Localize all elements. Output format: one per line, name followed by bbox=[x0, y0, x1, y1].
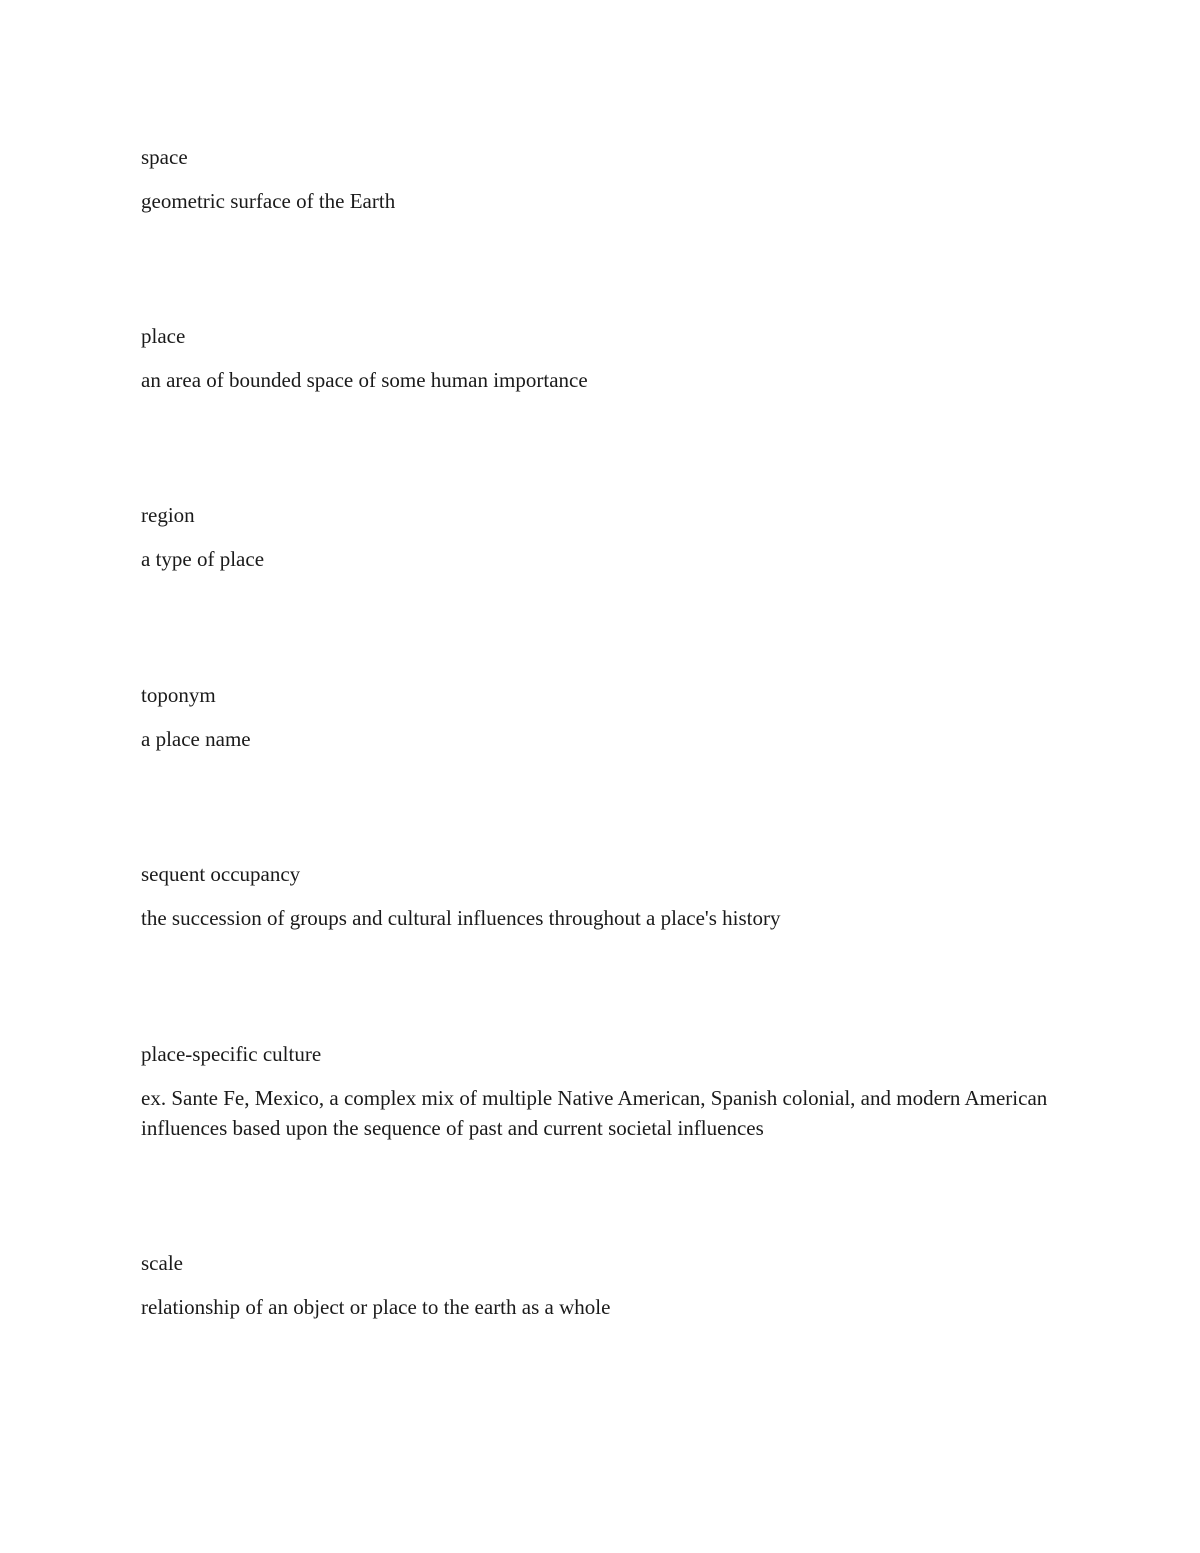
definition: a type of place bbox=[141, 547, 265, 571]
definition: ex. Sante Fe, Mexico, a complex mix of multiple Native American, Spanish colonial, and modern American influences based upon the sequence of past and current societal influences bbox=[141, 1086, 1048, 1140]
glossary-entry-place bbox=[141, 321, 1081, 395]
term: space bbox=[141, 145, 188, 169]
glossary-entry-region bbox=[141, 500, 1081, 574]
definition: the succession of groups and cultural influences throughout a place's history bbox=[141, 906, 781, 930]
definition: an area of bounded space of some human importance bbox=[141, 368, 588, 392]
definition: relationship of an object or place to the earth as a whole bbox=[141, 1295, 611, 1319]
glossary-entry-scale bbox=[141, 1248, 1081, 1322]
definition: a place name bbox=[141, 727, 251, 751]
term: scale bbox=[141, 1251, 183, 1275]
term: place bbox=[141, 324, 186, 348]
definition: geometric surface of the Earth bbox=[141, 189, 396, 213]
glossary-entry-space bbox=[141, 142, 1081, 216]
glossary-entry-toponym bbox=[141, 680, 1081, 754]
term: region bbox=[141, 503, 195, 527]
term: sequent occupancy bbox=[141, 862, 301, 886]
glossary-entry-place-specific-culture bbox=[141, 1039, 1081, 1143]
glossary-entry-sequent-occupancy bbox=[141, 859, 1081, 933]
term: place-specific culture bbox=[141, 1042, 322, 1066]
term: toponym bbox=[141, 683, 216, 707]
